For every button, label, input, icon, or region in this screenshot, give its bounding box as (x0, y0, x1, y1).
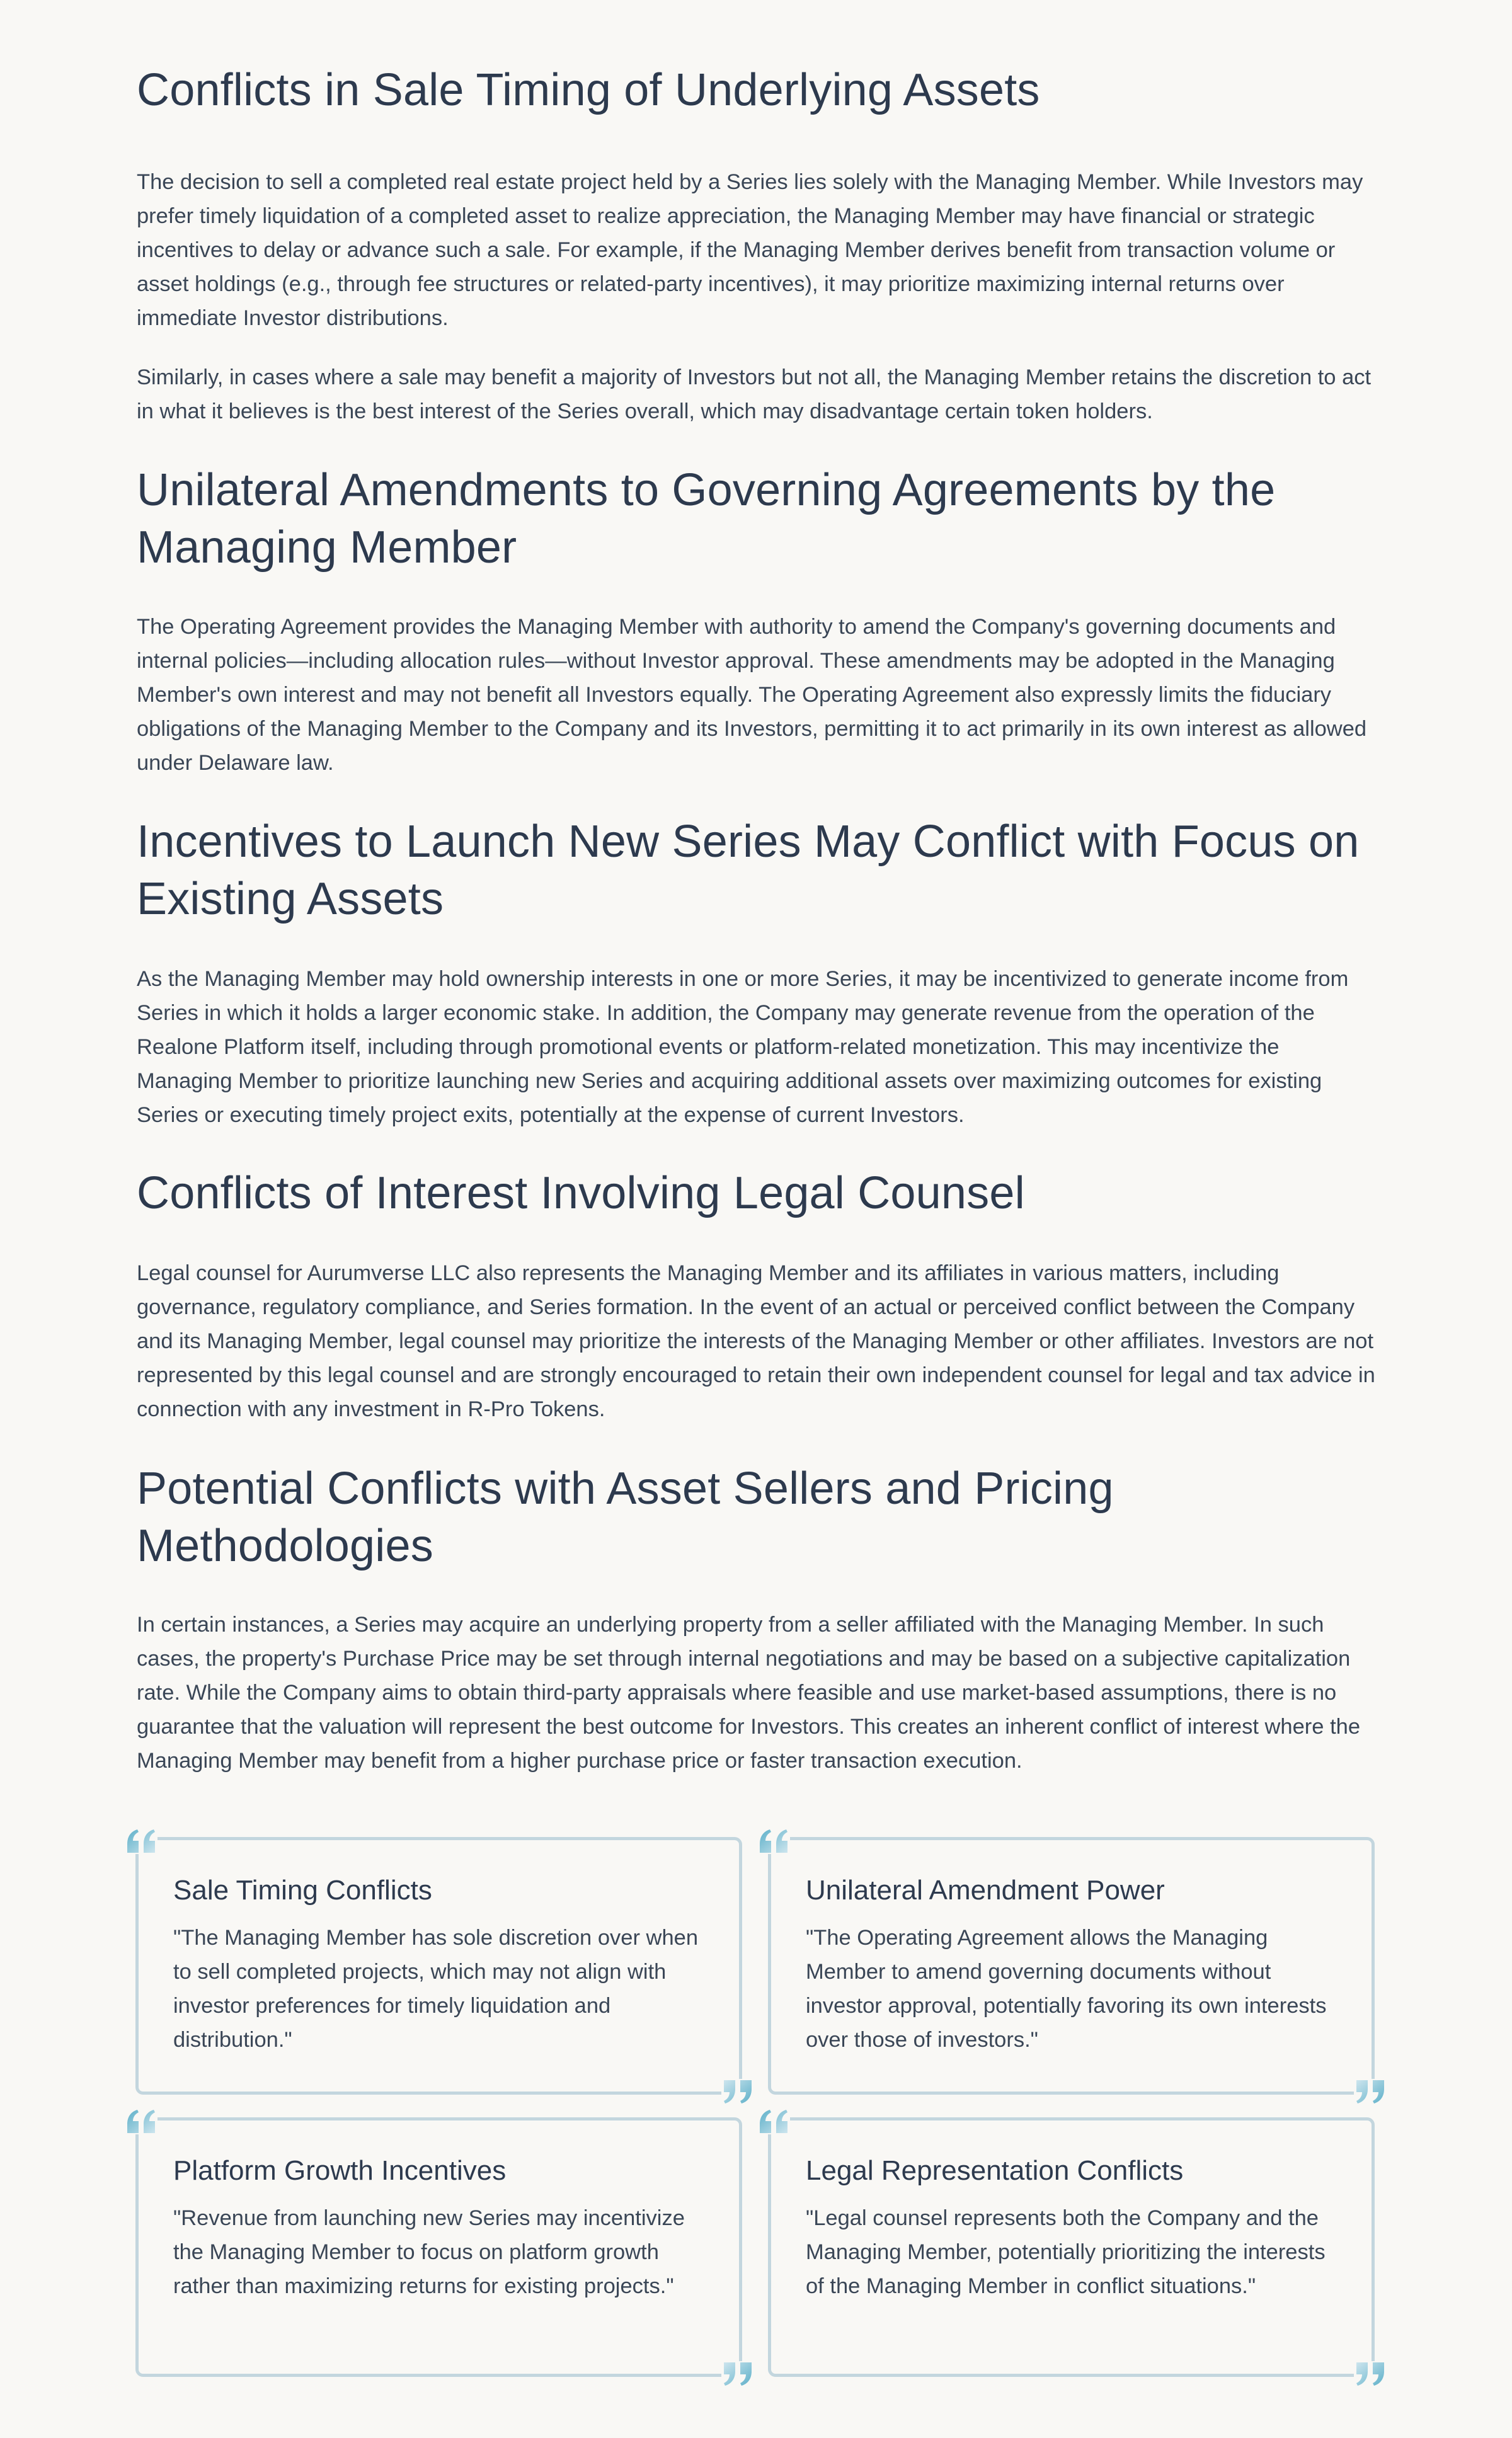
quote-card-title: Unilateral Amendment Power (806, 1875, 1165, 1906)
section-paragraph: The Operating Agreement provides the Managing Member with authority to amend the Company's governing documents and internal policies—including allocation rules—without Investor approval. These amendments may be adopted in the Managing Member's own interest and may not benefit all Investors equally. The Operating Agreement also expressly limits the fiduciary obligations of the Managing Member to the Company and its Investors, permitting it to act primarily in its own interest as allowed under Delaware law. (137, 615, 1367, 775)
quote-card-title: Sale Timing Conflicts (173, 1875, 432, 1906)
section-paragraph: Similarly, in cases where a sale may benefit a majority of Investors but not all, the Managing Member retains the discretion to act in what it believes is the best interest of the Series overall, which may disadvantage certain token holders. (137, 365, 1372, 423)
section-paragraph: Legal counsel for Aurumverse LLC also represents the Managing Member and its affiliates in various matters, including governance, regulatory compliance, and Series formation. In the event of an actual or perceived conflict between the Company and its Managing Member, legal counsel may prioritize the interests of the Managing Member or other affiliates. Investors are not represented by this legal counsel and are strongly encouraged to retain their own independent counsel for legal and tax advice in connection with any investment in R-Pro Tokens. (137, 1261, 1375, 1421)
close-quote-icon (721, 2361, 753, 2386)
quote-card-text: "The Operating Agreement allows the Managing Member to amend governing documents without investor approval, potentially favoring its own interests over those of investors." (806, 1926, 1327, 2052)
quote-card-text: "Revenue from launching new Series may incentivize the Managing Member to focus on platform growth rather than maximizing returns for existing projects." (173, 2206, 685, 2298)
section-paragraph: In certain instances, a Series may acquire an underlying property from a seller affiliated with the Managing Member. In such cases, the property's Purchase Price may be set through internal negotiations and may be based on a subjective capitalization rate. While the Company aims to obtain third-party appraisals where feasible and use market-based assumptions, there is no guarantee that the valuation will represent the best outcome for Investors. This creates an inherent conflict of interest where the Managing Member may benefit from a higher purchase price or faster transaction execution. (137, 1613, 1361, 1773)
section-heading-new-series-incentives: Incentives to Launch New Series May Conflict with Focus on Existing Assets (137, 816, 1360, 924)
quote-card-title: Legal Representation Conflicts (806, 2155, 1184, 2186)
quote-card-platform-growth (135, 2117, 742, 2377)
section-heading-unilateral-amendments: Unilateral Amendments to Governing Agreements by the Managing Member (137, 465, 1276, 573)
close-quote-icon (1354, 2361, 1385, 2386)
close-quote-icon (721, 2079, 753, 2104)
quote-card-sale-timing (135, 1837, 742, 2095)
quote-card-text: "The Managing Member has sole discretion over when to sell completed projects, which may not align with investor preferences for timely liquidation and distribution." (173, 1926, 699, 2052)
quote-card-legal-representation (768, 2117, 1375, 2377)
quote-card-text: "Legal counsel represents both the Company and the Managing Member, potentially prioritizing the interests of the Managing Member in conflict situations." (806, 2206, 1326, 2298)
open-quote-icon (126, 2109, 158, 2134)
open-quote-icon (759, 1829, 790, 1854)
section-heading-legal-counsel: Conflicts of Interest Involving Legal Counsel (137, 1168, 1025, 1218)
open-quote-icon (759, 2109, 790, 2134)
section-paragraph: The decision to sell a completed real estate project held by a Series lies solely with the Managing Member. While Investors may prefer timely liquidation of a completed asset to realize appreciation, the Managing Member may have financial or strategic incentives to delay or advance such a sale. For example, if the Managing Member derives benefit from transaction volume or asset holdings (e.g., through fee structures or related-party incentives), it may prioritize maximizing internal returns over immediate Investor distributions. (137, 170, 1363, 330)
quote-card-unilateral-amendment (768, 1837, 1375, 2095)
open-quote-icon (126, 1829, 158, 1854)
close-quote-icon (1354, 2079, 1385, 2104)
section-paragraph: As the Managing Member may hold ownership interests in one or more Series, it may be incentivized to generate income from Series in which it holds a larger economic stake. In addition, the Company may generate revenue from the operation of the Realone Platform itself, including through promotional events or platform-related monetization. This may incentivize the Managing Member to prioritize launching new Series and acquiring additional assets over maximizing outcomes for existing Series or executing timely project exits, potentially at the expense of current Investors. (137, 967, 1349, 1127)
quote-card-title: Platform Growth Incentives (173, 2155, 507, 2186)
section-heading-asset-sellers-pricing: Potential Conflicts with Asset Sellers and Pricing Methodologies (137, 1463, 1114, 1571)
section-heading-sale-timing: Conflicts in Sale Timing of Underlying Assets (137, 65, 1040, 115)
